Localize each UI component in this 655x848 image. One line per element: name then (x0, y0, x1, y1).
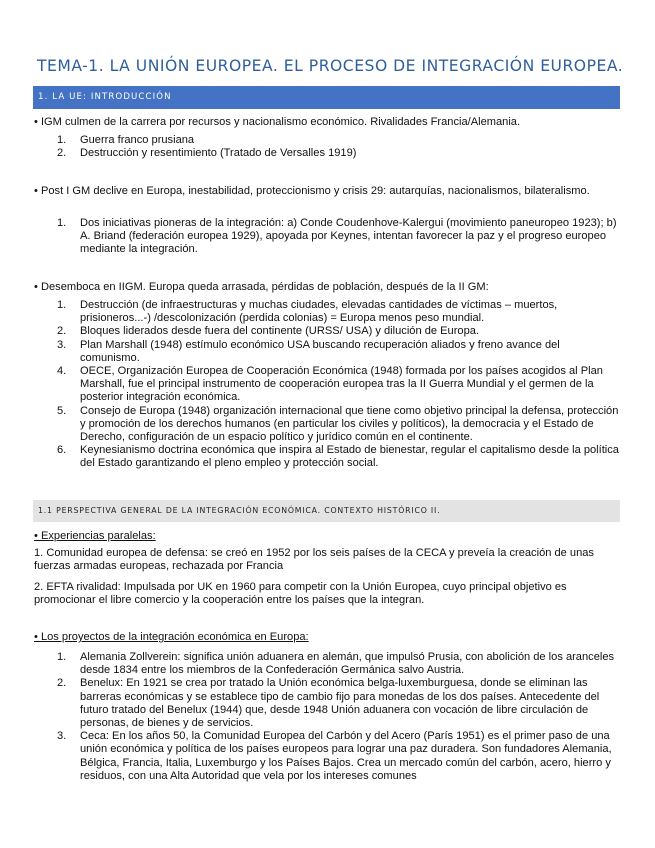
list-item-text: Destrucción (de infraestructuras y muchas ciudades, elevadas cantidades de víctimas – muertos, prisioneros...-) /descolonización (perdida colonias) = Europa menos peso mundial. (80, 299, 558, 325)
list-item-number: 2. (57, 147, 67, 160)
document-title: TEMA-1. LA UNIÓN EUROPEA. EL PROCESO DE INTEGRACIÓN EUROPEA. (37, 57, 624, 75)
list-item-number: 6. (57, 444, 67, 457)
bullet-post-igm: • Post I GM declive en Europa, inestabilidad, proteccionismo y crisis 29: autarquías, nacionalismos, bilateralismo. (34, 185, 590, 197)
list-item-text: Ceca: En los años 50, la Comunidad Europea del Carbón y del Acero (París 1951) es el primer paso de una unión económica y política de los países europeos para lograr una paz duradera. Son fundadores Alemania, Bélgica, Francia, Italia, Luxemburgo y los Países Bajos. Crea un mercado común del carbón, acero, hierro y residuos, con una Alta Autoridad que vela por los intereses comunes (80, 730, 612, 782)
list-item (57, 730, 619, 783)
list-item-text: Bloques liderados desde fuera del continente (URSS/ USA) y dilución de Europa. (80, 325, 479, 338)
list-item (57, 405, 619, 445)
list-item (57, 217, 619, 257)
list-item (57, 677, 619, 730)
list-item-text: OECE, Organización Europea de Cooperación Económica (1948) formada por los países acogidos al Plan Marshall, fue el principal instrumento de cooperación europea tras la II Guerra Mundial y el germen de la posterior integración económica. (80, 365, 603, 404)
list-item-number: 2. (57, 677, 67, 690)
list-item-text: Keynesianismo doctrina económica que inspira al Estado de bienestar, regular el capitalismo desde la política del Estado garantizando el pleno empleo y protección social. (80, 444, 619, 470)
bullet-iigm: • Desemboca en IIGM. Europa queda arrasada, pérdidas de población, después de la II GM: (34, 281, 489, 293)
list-item (57, 651, 619, 677)
list-item-number: 1. (57, 134, 67, 146)
list-item-text: Alemania Zollverein: significa unión aduanera en alemán, que impulsó Prusia, con abolición de los aranceles desde 1834 entre los miembros de la Confederación Germánica salvo Austria. (80, 651, 615, 677)
list-item (57, 325, 619, 338)
list-item-text: Dos iniciativas pioneras de la integración: a) Conde Coudenhove-Kalergui (movimiento paneuropeo 1923); b) A. Briand (federación europea 1929), apoyada por Keynes, intentan favorecer la paz y el progreso europeo mediante la integración. (80, 217, 617, 256)
list-item-number: 5. (57, 404, 67, 417)
list-item-number: 1. (57, 651, 67, 663)
list-item-number: 3. (57, 338, 67, 351)
list-item (57, 365, 619, 405)
paragraph-ced: 1. Comunidad europea de defensa: se creó en 1952 por los seis países de la CECA y preveía la creación de unas fuerzas armadas europeas, rechazada por Francia (34, 547, 594, 573)
list-proyectos (57, 651, 619, 783)
list-item-text: Consejo de Europa (1948) organización internacional que tiene como objetivo principal la defensa, protección y promoción de los derechos humanos (en particular los civiles y políticos), la democracia y el Estado de Derecho, configuración de un espacio político y jurídico común en el continente. (80, 404, 619, 444)
subheading-proyectos: • Los proyectos de la integración económica en Europa: (34, 631, 309, 643)
list-item-number: 4. (57, 365, 67, 378)
list-postguerra (57, 299, 619, 471)
list-item-text: Plan Marshall (1948) estímulo económico USA buscando recuperación aliados y freno avance del comunismo. (80, 338, 560, 364)
list-item-number: 1. (57, 299, 67, 311)
paragraph-efta: 2. EFTA rivalidad: Impulsada por UK en 1960 para competir con la Unión Europea, cuyo principal objetivo es promocionar el libre comercio y la cooperación entre los países que la integran. (34, 581, 567, 607)
list-iniciativas (57, 217, 619, 257)
section-heading-perspectiva: 1.1 PERSPECTIVA GENERAL DE LA INTEGRACIÓN ECONÓMICA. CONTEXTO HISTÓRICO II. (33, 500, 620, 522)
list-item (57, 134, 617, 147)
list-item-number: 2. (57, 325, 67, 338)
list-item (57, 299, 619, 325)
bullet-igm: • IGM culmen de la carrera por recursos y nacionalismo económico. Rivalidades Francia/Alemania. (34, 116, 521, 128)
list-item-number: 1. (57, 217, 67, 229)
list-item (57, 444, 619, 470)
section-heading-introduccion: 1. LA UE: INTRODUCCIÓN (33, 86, 620, 109)
list-item (57, 147, 617, 160)
list-item-text: Benelux: En 1921 se crea por tratado la Unión económica belga-luxemburguesa, donde se eliminan las barreras económicas y se establece tipo de cambio fijo para monedas de los dos países. Antecedente del futuro tratado del Benelux (1944) que, desde 1948 Unión aduanera con vocación de libre circulación de personas, de bienes y de servicios. (80, 677, 600, 730)
subheading-experiencias: • Experiencias paralelas: (34, 530, 156, 542)
list-item (57, 339, 619, 365)
list-item-text: Destrucción y resentimiento (Tratado de Versalles 1919) (80, 147, 357, 160)
list-item-text: Guerra franco prusiana (80, 134, 195, 146)
list-igm (57, 134, 617, 160)
list-item-number: 3. (57, 730, 67, 743)
